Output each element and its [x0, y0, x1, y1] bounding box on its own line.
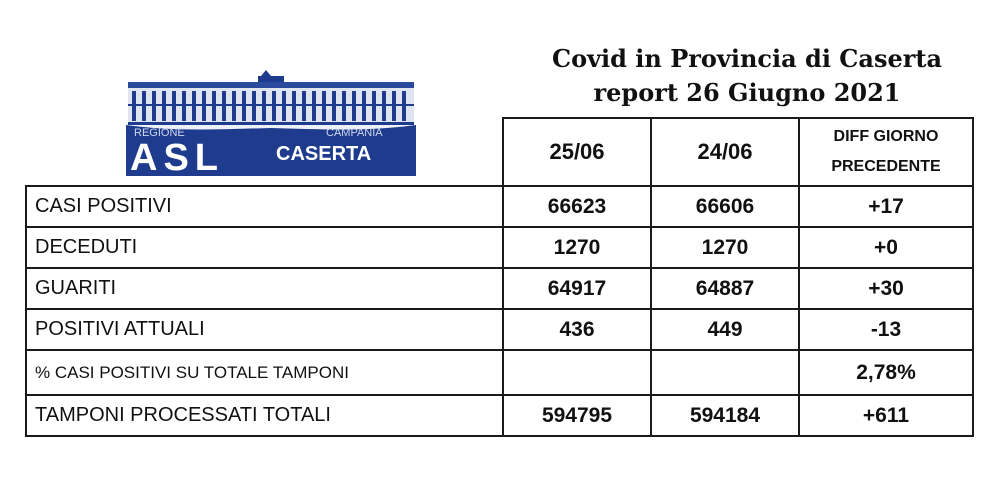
covid-report-table — [25, 117, 974, 437]
logo-city-text: CASERTA — [276, 143, 372, 165]
table-row — [26, 268, 973, 309]
header-date-1: 25/06 — [503, 118, 651, 186]
table-row — [26, 309, 973, 350]
header-diff-line2: PRECEDENTE — [831, 158, 941, 175]
logo-region-right: CAMPANIA — [326, 127, 383, 139]
logo-asl-text: ASL — [130, 137, 224, 176]
table-corner-cell — [26, 118, 503, 186]
row-value-date-1: 66623 — [503, 186, 651, 227]
logo-region-left: REGIONE — [134, 127, 185, 139]
row-value-date-2: 594184 — [651, 395, 799, 436]
report-title — [502, 42, 992, 110]
table-row — [26, 395, 973, 436]
row-value-date-2: 66606 — [651, 186, 799, 227]
row-label: TAMPONI PROCESSATI TOTALI — [26, 395, 503, 436]
report-title-line2: report 26 Giugno 2021 — [593, 78, 901, 107]
row-value-date-2: 64887 — [651, 268, 799, 309]
row-value-diff: -13 — [799, 309, 973, 350]
row-value-diff: +611 — [799, 395, 973, 436]
row-value-date-2: 449 — [651, 309, 799, 350]
table-row — [26, 350, 973, 395]
row-label: GUARITI — [26, 268, 503, 309]
header-diff-line1: DIFF GIORNO — [833, 128, 939, 145]
row-label: % CASI POSITIVI SU TOTALE TAMPONI — [26, 350, 503, 395]
row-label: POSITIVI ATTUALI — [26, 309, 503, 350]
row-label: CASI POSITIVI — [26, 186, 503, 227]
table-header-row — [26, 118, 973, 186]
row-value-diff: 2,78% — [799, 350, 973, 395]
table-row — [26, 227, 973, 268]
row-value-date-1: 594795 — [503, 395, 651, 436]
row-value-date-1: 436 — [503, 309, 651, 350]
header-diff — [799, 118, 973, 186]
row-value-date-2 — [651, 350, 799, 395]
row-value-date-1: 64917 — [503, 268, 651, 309]
row-value-diff: +0 — [799, 227, 973, 268]
row-value-date-1 — [503, 350, 651, 395]
row-value-date-1: 1270 — [503, 227, 651, 268]
row-value-diff: +17 — [799, 186, 973, 227]
table-row — [26, 186, 973, 227]
report-title-line1: Covid in Provincia di Caserta — [551, 44, 943, 73]
row-value-diff: +30 — [799, 268, 973, 309]
header-date-2: 24/06 — [651, 118, 799, 186]
row-label: DECEDUTI — [26, 227, 503, 268]
row-value-date-2: 1270 — [651, 227, 799, 268]
